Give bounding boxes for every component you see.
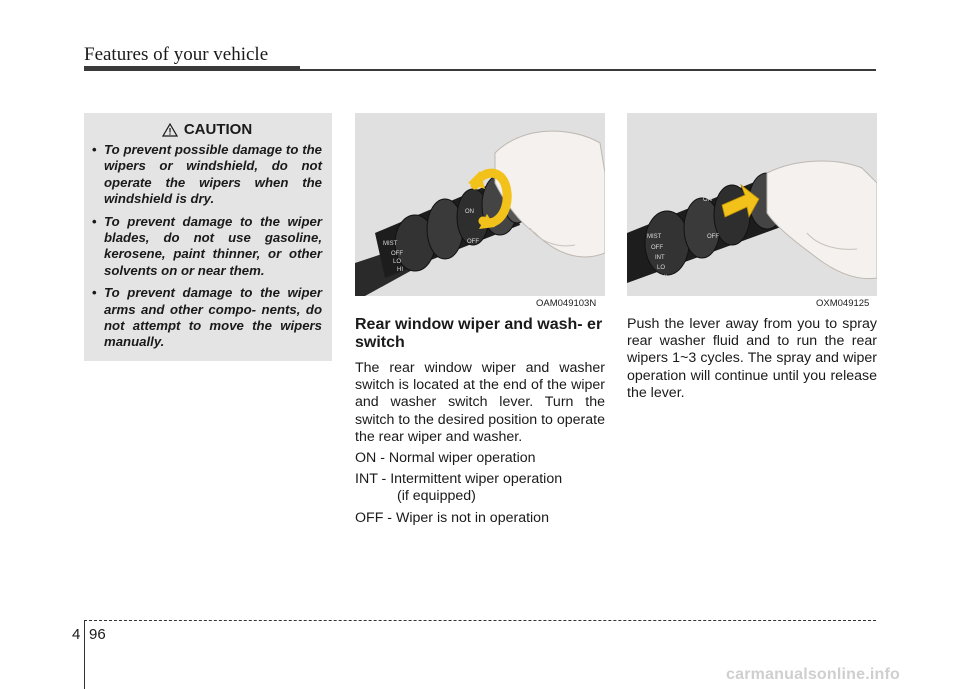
push-lever-section — [627, 316, 877, 406]
lever-label: OFF — [391, 251, 403, 257]
figure-rotate-switch — [355, 113, 605, 296]
page-header-title: Features of your vehicle — [84, 44, 269, 65]
lever-label: MIST — [383, 241, 398, 247]
section-intro: The rear window wiper and washer switch is located at the end of the wiper and washer switch lever. Turn the switch to the desired position to operate the rear wiper and washer. — [355, 360, 606, 445]
caution-item: • To prevent damage to the wiper arms and other compo- nents, do not attempt to move the wipers manually. — [92, 285, 322, 350]
lever-label: OFF — [467, 239, 479, 245]
watermark: carmanualsonline.info — [726, 666, 901, 683]
figure-push-lever — [627, 113, 877, 296]
footer-divider — [84, 621, 85, 689]
rear-wiper-section — [355, 316, 605, 531]
figure-code-left: OAM049103N — [536, 298, 597, 309]
lever-label: HI — [661, 275, 667, 281]
lever-label: OFF — [707, 234, 719, 240]
caution-list — [92, 142, 322, 351]
page-number: 96 — [89, 626, 106, 643]
lever-label: LO — [657, 265, 666, 271]
caution-heading — [92, 121, 322, 138]
def-row-int: INT - Intermittent wiper operation (if equipped) — [355, 471, 563, 505]
warning-triangle-icon — [162, 123, 178, 137]
page-chapter: 4 — [72, 626, 81, 643]
lever-label: LO — [393, 259, 402, 265]
lever-label: ON — [465, 209, 474, 215]
section-title: Rear window wiper and wash- er switch — [355, 316, 603, 351]
header-rule-thin — [300, 69, 876, 71]
lever-label: OFF — [651, 245, 663, 251]
lever-label: INT — [655, 255, 665, 261]
def-row-off: OFF - Wiper is not in operation — [355, 509, 549, 526]
lever-label: MIST — [647, 234, 662, 240]
caution-box — [84, 113, 332, 361]
push-lever-text: Push the lever away from you to spray rear washer fluid and to run the rear wipers 1~3 cycles. The spray and wiper operation will continue until you release the lever. — [627, 316, 877, 401]
figure-code-right: OXM049125 — [816, 298, 870, 309]
caution-heading-text: CAUTION — [183, 121, 253, 138]
lever-label: HI — [397, 267, 403, 273]
def-row-on: ON - Normal wiper operation — [355, 450, 536, 467]
lever-label: ON — [703, 197, 712, 203]
caution-item: • To prevent possible damage to the wipers or windshield, do not operate the wipers when the windshield is dry. — [92, 142, 322, 207]
footer-rule — [84, 620, 876, 621]
caution-item: • To prevent damage to the wiper blades, do not use gasoline, kerosene, paint thinner, or other solvents on or near them. — [92, 213, 322, 278]
header-rule-thick — [84, 66, 300, 71]
